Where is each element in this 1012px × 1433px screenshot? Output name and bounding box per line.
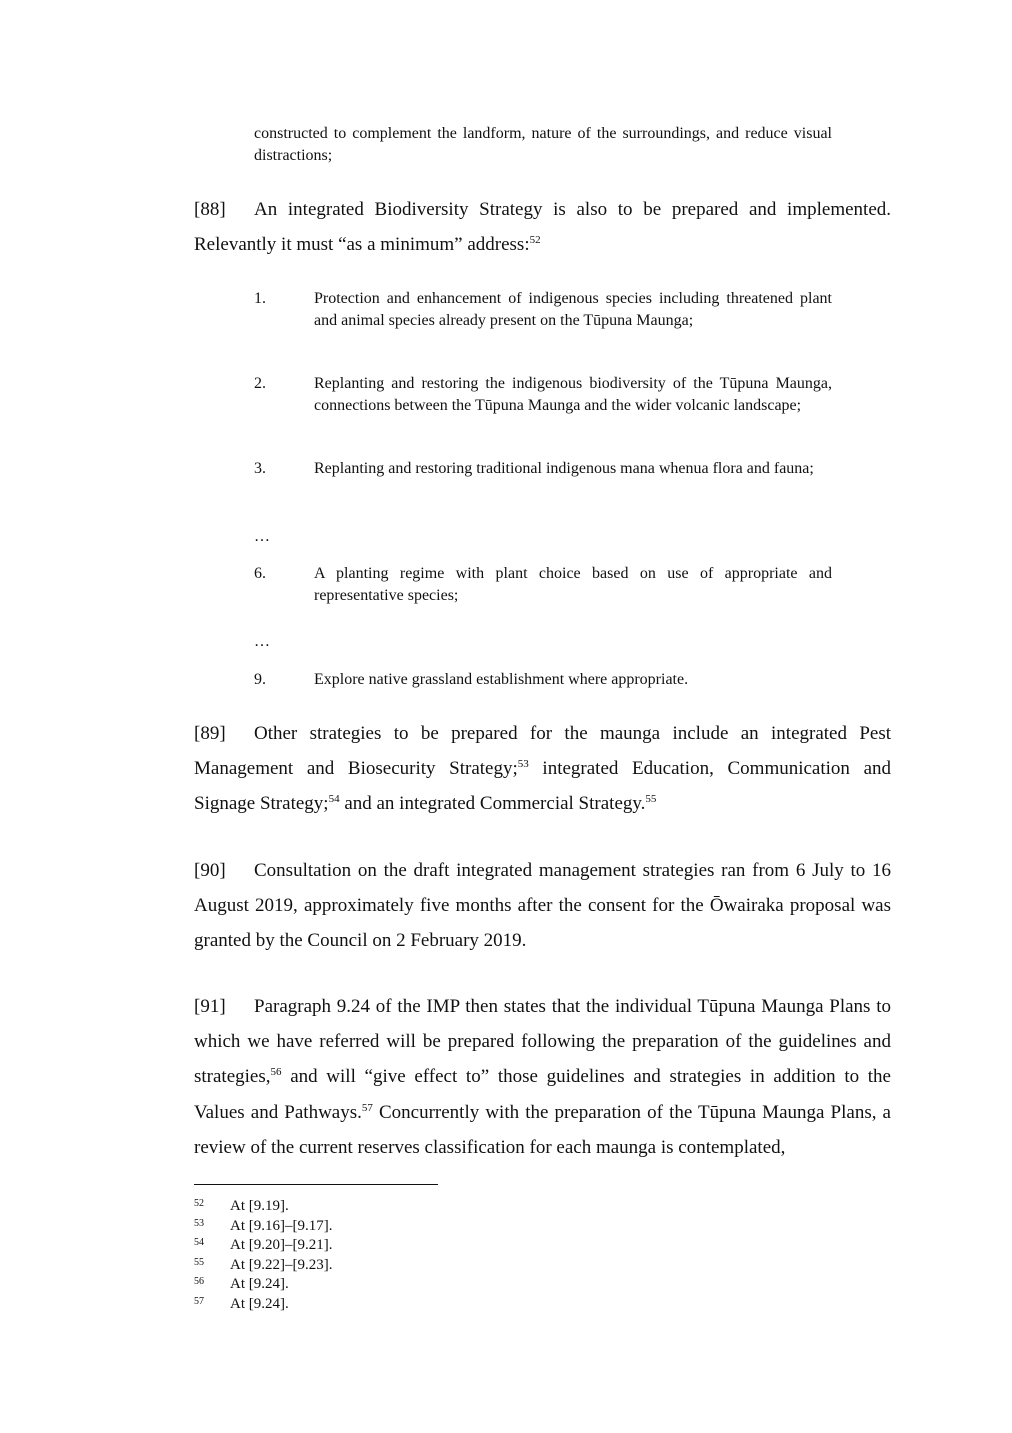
list-item-number: 9. <box>254 671 266 688</box>
footnote-text: At [9.22]–[9.23]. <box>230 1256 333 1273</box>
paragraph-88 <box>194 192 891 262</box>
footnote-ref[interactable]: 53 <box>517 758 529 771</box>
list-item-text: Explore native grassland establishment where appropriate. <box>314 671 689 688</box>
footnote-ref[interactable]: 55 <box>645 793 657 806</box>
paragraph-text: and an integrated Commercial Strategy. <box>339 793 646 815</box>
quote-continuation: constructed to complement the landform, nature of the surroundings, and reduce visual distractions; <box>254 125 832 164</box>
footnote-number: 54 <box>194 1237 204 1248</box>
footnote-ref[interactable]: 52 <box>529 234 541 247</box>
list-item <box>254 373 832 416</box>
paragraph-number: [91] <box>194 996 226 1017</box>
footnote-ref[interactable]: 54 <box>328 793 340 806</box>
footnote-text: At [9.20]–[9.21]. <box>230 1237 333 1253</box>
list-item-number: 2. <box>254 375 266 392</box>
paragraph-text: An integrated Biodiversity Strategy is also to be prepared and implemented. Relevantly it must “as a minimum” address: <box>194 199 891 256</box>
footnote-text: At [9.16]–[9.17]. <box>230 1217 333 1234</box>
footnote-number: 56 <box>194 1276 204 1287</box>
list-item-text: Replanting and restoring the indigenous biodiversity of the Tūpuna Maunga, connections between the Tūpuna Maunga and the wider volcanic landscape; <box>314 375 832 414</box>
footnote-number: 53 <box>194 1217 204 1229</box>
list-item-text: A planting regime with plant choice based on use of appropriate and representative species; <box>314 565 832 604</box>
list-item <box>254 669 832 691</box>
paragraph-text: Consultation on the draft integrated management strategies ran from 6 July to 16 August 2019, approximately five months after the consent for the Ōwairaka proposal was granted by the Council on 2 February 2019. <box>194 860 891 952</box>
paragraph-text: Concurrently with the preparation of the Tūpuna Maunga Plans, a review of the current reserves classification for each maunga is contemplated, <box>194 1101 891 1158</box>
paragraph-89 <box>194 716 891 822</box>
list-item-number: 3. <box>254 460 266 477</box>
paragraph-91 <box>194 989 891 1165</box>
paragraph-text: Paragraph 9.24 of the IMP then states that the individual Tūpuna Maunga Plans to which we have referred will be prepared following the preparation of the guidelines and strategies, <box>194 996 891 1088</box>
paragraph-number: [88] <box>194 199 226 220</box>
footnote-separator <box>194 1184 438 1185</box>
footnote-number: 57 <box>194 1295 204 1307</box>
paragraph-number: [89] <box>194 723 226 744</box>
paragraph-90 <box>194 853 891 959</box>
list-ellipsis: … <box>254 528 270 545</box>
footnote-text: At [9.24]. <box>230 1276 289 1292</box>
paragraph-text: and will “give effect to” those guidelines and strategies in addition to the Values and Pathways. <box>194 1066 891 1123</box>
footnote-ref[interactable]: 56 <box>270 1066 282 1079</box>
list-item-number: 1. <box>254 290 266 307</box>
list-item <box>254 458 832 480</box>
paragraph-text: integrated Education, Communication and Signage Strategy; <box>194 758 892 815</box>
list-item-number: 6. <box>254 565 266 582</box>
footnote <box>194 1292 289 1315</box>
list-item-text: Replanting and restoring traditional indigenous mana whenua flora and fauna; <box>314 460 814 477</box>
footnote-text: At [9.24]. <box>230 1295 289 1312</box>
paragraph-number: [90] <box>194 860 226 881</box>
footnote-ref[interactable]: 57 <box>361 1101 373 1114</box>
list-item <box>254 288 832 331</box>
list-ellipsis: … <box>254 633 270 650</box>
footnote-number: 55 <box>194 1256 204 1268</box>
list-item-text: Protection and enhancement of indigenous species including threatened plant and animal species already present on the Tūpuna Maunga; <box>314 290 832 329</box>
footnote-text: At [9.19]. <box>230 1198 289 1214</box>
paragraph-text: Other strategies to be prepared for the maunga include an integrated Pest Management and Biosecurity Strategy; <box>194 723 891 780</box>
footnote-number: 52 <box>194 1198 204 1209</box>
list-item <box>254 563 832 606</box>
